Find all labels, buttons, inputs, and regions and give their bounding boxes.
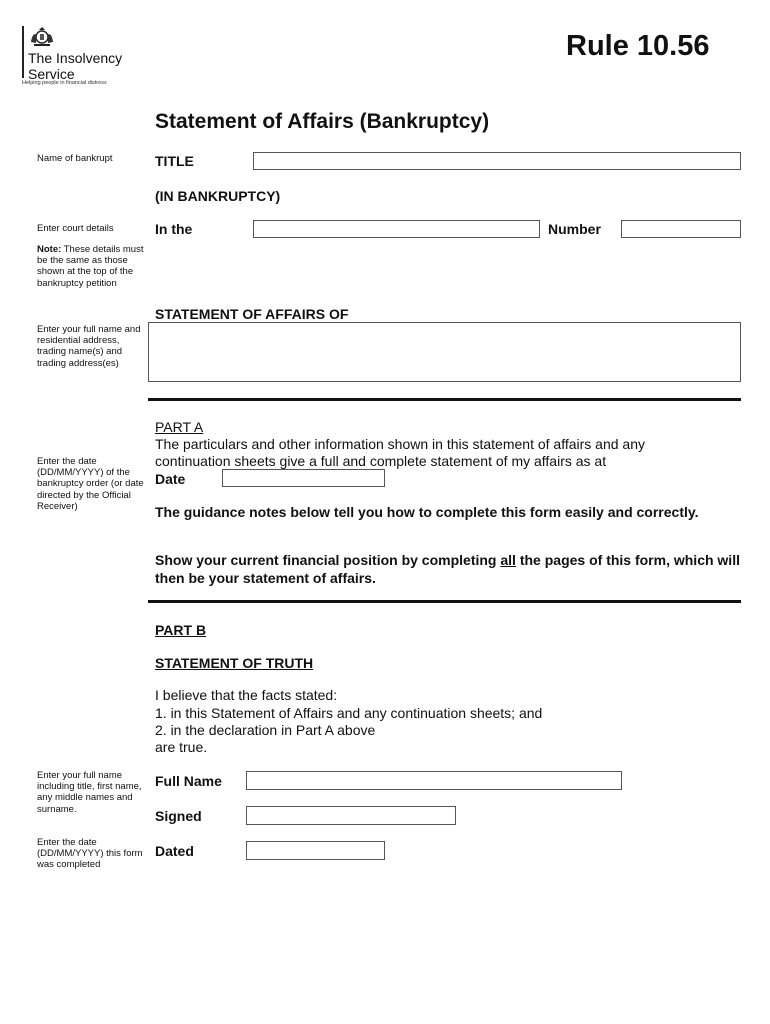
number-field[interactable]: [621, 220, 741, 238]
bankruptcy-date-field[interactable]: [222, 469, 385, 487]
title-label: TITLE: [155, 153, 194, 169]
dated-field[interactable]: [246, 841, 385, 860]
part-a-heading: PART A: [155, 419, 204, 435]
royal-crest-icon: [28, 26, 56, 48]
section-divider-a: [148, 398, 741, 401]
part-a-line1: The particulars and other information shown in this statement of affairs and any: [155, 436, 646, 452]
truth-line1: I believe that the facts stated:: [155, 687, 338, 703]
org-name: [28, 50, 148, 82]
side-note-name-of-bankrupt: Name of bankrupt: [37, 153, 113, 164]
part-b-heading: PART B: [155, 622, 207, 638]
org-name-line2: Service: [28, 66, 75, 82]
name-address-field[interactable]: [148, 322, 741, 382]
part-a-line2: continuation sheets give a full and complete statement of my affairs as at: [155, 453, 607, 469]
show-financial-position-text: [155, 552, 740, 587]
section-divider-b: [148, 600, 741, 603]
title-field[interactable]: [253, 152, 741, 170]
signed-field[interactable]: [246, 806, 456, 825]
signed-label: Signed: [155, 808, 202, 824]
in-the-label: In the: [155, 221, 193, 237]
side-note-petition: [37, 244, 145, 289]
note-text: These details must be the same as those shown at the top of the bankruptcy petition: [37, 244, 144, 289]
date-label: Date: [155, 471, 186, 487]
full-name-label: Full Name: [155, 773, 222, 789]
in-bankruptcy-label: (IN BANKRUPTCY): [155, 188, 281, 204]
rule-number: Rule 10.56: [566, 30, 710, 62]
side-note-court-details: Enter court details: [37, 223, 114, 234]
org-tagline: Helping people in financial distress: [22, 80, 107, 86]
court-field[interactable]: [253, 220, 540, 238]
truth-line2: 1. in this Statement of Affairs and any continuation sheets; and: [155, 705, 543, 721]
show-text-pre: Show your current financial position by completing: [155, 552, 501, 568]
statement-of-affairs-of-label: STATEMENT OF AFFAIRS OF: [155, 306, 349, 322]
show-text-post: the pages of this form, which will then be your statement of affairs.: [155, 552, 740, 586]
full-name-field[interactable]: [246, 771, 622, 790]
org-name-line1: The Insolvency: [28, 50, 123, 66]
truth-line3: 2. in the declaration in Part A above: [155, 722, 376, 738]
side-note-bankruptcy-date: Enter the date (DD/MM/YYYY) of the bankruptcy order (or date directed by the Official Receiver): [37, 456, 144, 512]
dated-label: Dated: [155, 843, 194, 859]
statement-of-truth-heading: STATEMENT OF TRUTH: [155, 655, 314, 671]
note-label: Note:: [37, 244, 62, 255]
logo-divider: [22, 26, 24, 78]
number-label: Number: [548, 221, 601, 237]
side-note-full-name-address: Enter your full name and residential address, trading name(s) and trading address(es): [37, 324, 141, 369]
show-text-all: all: [500, 552, 516, 568]
side-note-full-name-title: Enter your full name including title, first name, any middle names and surname.: [37, 770, 142, 815]
guidance-text: The guidance notes below tell you how to complete this form easily and correctly.: [155, 504, 699, 520]
truth-line4: are true.: [155, 739, 208, 755]
side-note-date-completed: Enter the date (DD/MM/YYYY) this form was completed: [37, 837, 143, 871]
form-title: Statement of Affairs (Bankruptcy): [155, 110, 490, 133]
